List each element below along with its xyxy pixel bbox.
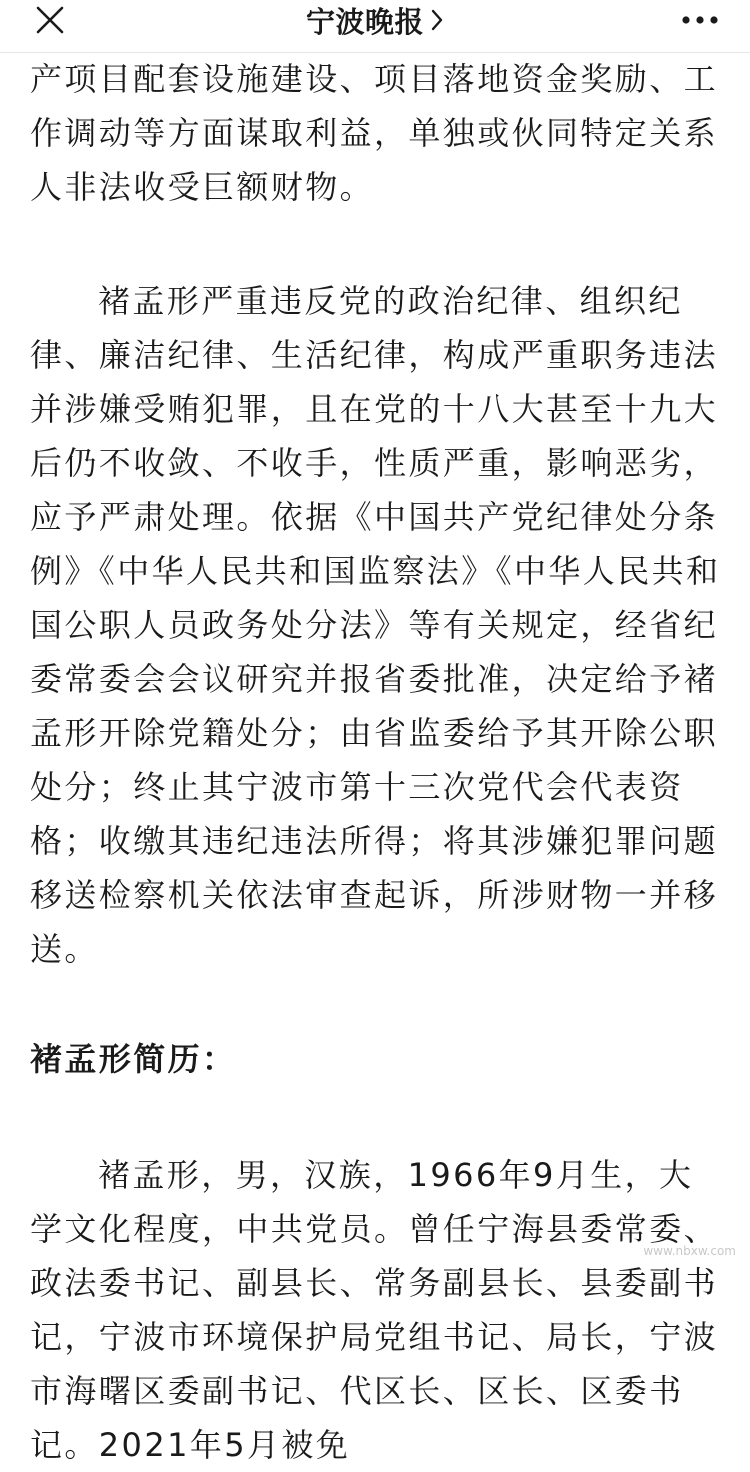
paragraph-3: 褚孟形，男，汉族，1966年9月生，大学文化程度，中共党员。曾任宁海县委常委、政法委书记、副县长、常务副县长、县委副书记，宁波市环境保护局党组书记、局长，宁波市海曙区委副书记、代区长、区长、区委书记。2021年5月被免 xyxy=(30,1156,719,1464)
watermark: www.nbxw.com xyxy=(643,1244,736,1258)
paragraph-2: 褚孟形严重违反党的政治纪律、组织纪律、廉洁纪律、生活纪律，构成严重职务违法并涉嫌受贿犯罪，且在党的十八大甚至十九大后仍不收敛、不收手，性质严重，影响恶劣，应予严肃处理。依据《中国共产党纪律处分条例》《中华人民共和国监察法》《中华人民共和国公职人员政务处分法》等有关规定，经省纪委常委会会议研究并报省委批准，决定给予褚孟形开除党籍处分；由省监委给予其开除公职处分；终止其宁波市第十三次党代会代表资格；收缴其违纪违法所得；将其涉嫌犯罪问题移送检察机关依法审查起诉，所涉财物一并移送。 xyxy=(30,282,721,968)
top-nav-bar xyxy=(0,0,750,53)
account-title: 宁波晚报 xyxy=(305,4,424,39)
chevron-right-icon xyxy=(430,8,444,32)
resume-heading: 褚孟形简历： xyxy=(30,1040,237,1078)
account-title-link[interactable] xyxy=(306,0,444,41)
title-area xyxy=(0,0,750,40)
more-button[interactable] xyxy=(672,0,728,40)
article-body xyxy=(30,52,722,1472)
more-dots-icon xyxy=(682,15,718,25)
paragraph-1: 产项目配套设施建设、项目落地资金奖励、工作调动等方面谋取利益，单独或伙同特定关系人非法收受巨额财物。 xyxy=(30,60,719,206)
